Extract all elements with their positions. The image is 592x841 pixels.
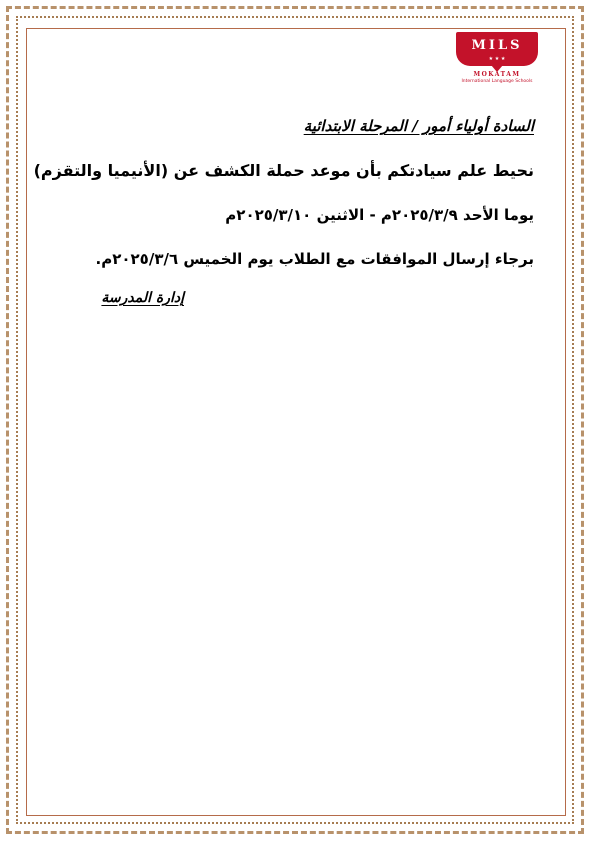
- logo-stars: ★ ★ ★: [488, 56, 506, 62]
- page-border-line: [26, 28, 566, 816]
- signature: إدارة المدرسة: [101, 290, 184, 306]
- salutation: السادة أولياء أمور / المرحلة الابتدائية: [303, 117, 534, 135]
- logo-subtitle: International Language Schools: [461, 79, 533, 84]
- body-line-2-dates: يوما الأحد ٢٠٢٥/٣/٩م - الاثنين ٢٠٢٥/٣/١٠م: [225, 206, 534, 224]
- logo-name: MOKATAM: [473, 71, 521, 78]
- body-line-1: نحيط علم سيادتكم بأن موعد حملة الكشف عن (الأنيميا والتقزم): [33, 161, 534, 180]
- logo-badge: MILS: [456, 32, 538, 66]
- school-logo: [452, 32, 542, 94]
- body-line-3: برجاء إرسال الموافقات مع الطلاب يوم الخميس ٢٠٢٥/٣/٦م.: [95, 250, 534, 268]
